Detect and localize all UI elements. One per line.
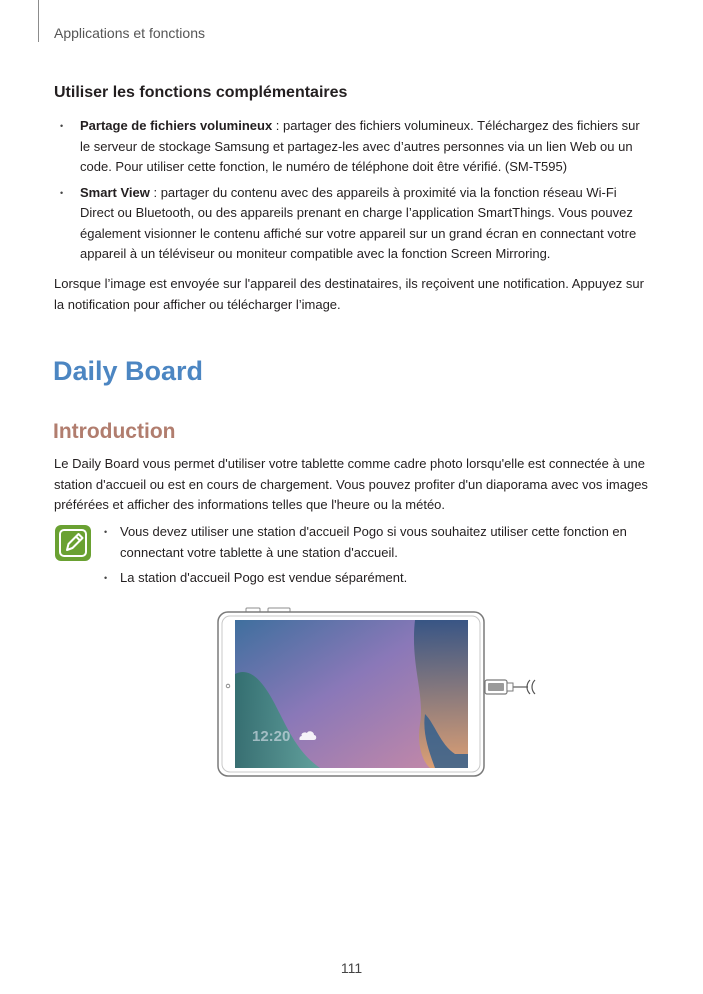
running-header: Applications et fonctions: [54, 25, 205, 41]
page-title: Daily Board: [53, 356, 204, 386]
note-list: [100, 522, 650, 594]
notification-paragraph: Lorsque l’image est envoyée sur l'appareil des destinataires, ils reçoivent une notification. Appuyez sur la notification pour afficher ou télécharger l’image.: [54, 276, 644, 312]
list-item: [54, 183, 650, 265]
feature-description: : partager du contenu avec des appareils à proximité via la fonction réseau Wi-Fi Direct ou Bluetooth, ou des appareils prenant en charge l’application SmartThings. Vous pouvez également visionner le contenu affiché sur votre appareil sur un grand écran en connectant votre appareil à un téléviseur ou moniteur compatible avec la fonction Screen Mirroring.: [80, 184, 637, 261]
note-item: • Vous devez utiliser une station d'accueil Pogo si vous souhaitez utiliser cette fonction en connectant votre tablette à une station d'accueil.: [100, 522, 650, 563]
feature-description: : partager des fichiers volumineux. Téléchargez des fichiers sur le serveur de stockage Samsung et partagez-les avec d’autres personnes via un lien Web ou un code. Pour utiliser cette fonction, le numéro de téléphone doit être vérifié. (SM-T595): [80, 118, 640, 174]
feature-term: Smart View: [80, 184, 150, 200]
subsection-title: Introduction: [53, 420, 176, 443]
section-title: Utiliser les fonctions complémentaires: [54, 84, 348, 101]
note-icon: [54, 524, 92, 562]
tablet-illustration: [210, 604, 550, 780]
feature-term: Partage de fichiers volumineux: [80, 118, 273, 133]
intro-paragraph: Le Daily Board vous permet d'utiliser votre tablette comme cadre photo lorsqu'elle est connectée à une station d'accueil ou est en cours de chargement. Vous pouvez profiter d'un diaporama avec vos images préférées et afficher des informations telles que l'heure ou la météo.: [54, 456, 648, 512]
usb-collar: [507, 683, 513, 691]
note-item: • La station d'accueil Pogo est vendue séparément.: [100, 568, 650, 589]
usb-connector: [488, 683, 504, 691]
screen-clock: 12:20: [252, 728, 291, 745]
header-rule: [38, 0, 39, 42]
list-item: [54, 116, 650, 178]
cable-break-icon: [527, 680, 535, 694]
page-number: 111: [340, 960, 363, 976]
feature-list: [54, 116, 650, 270]
